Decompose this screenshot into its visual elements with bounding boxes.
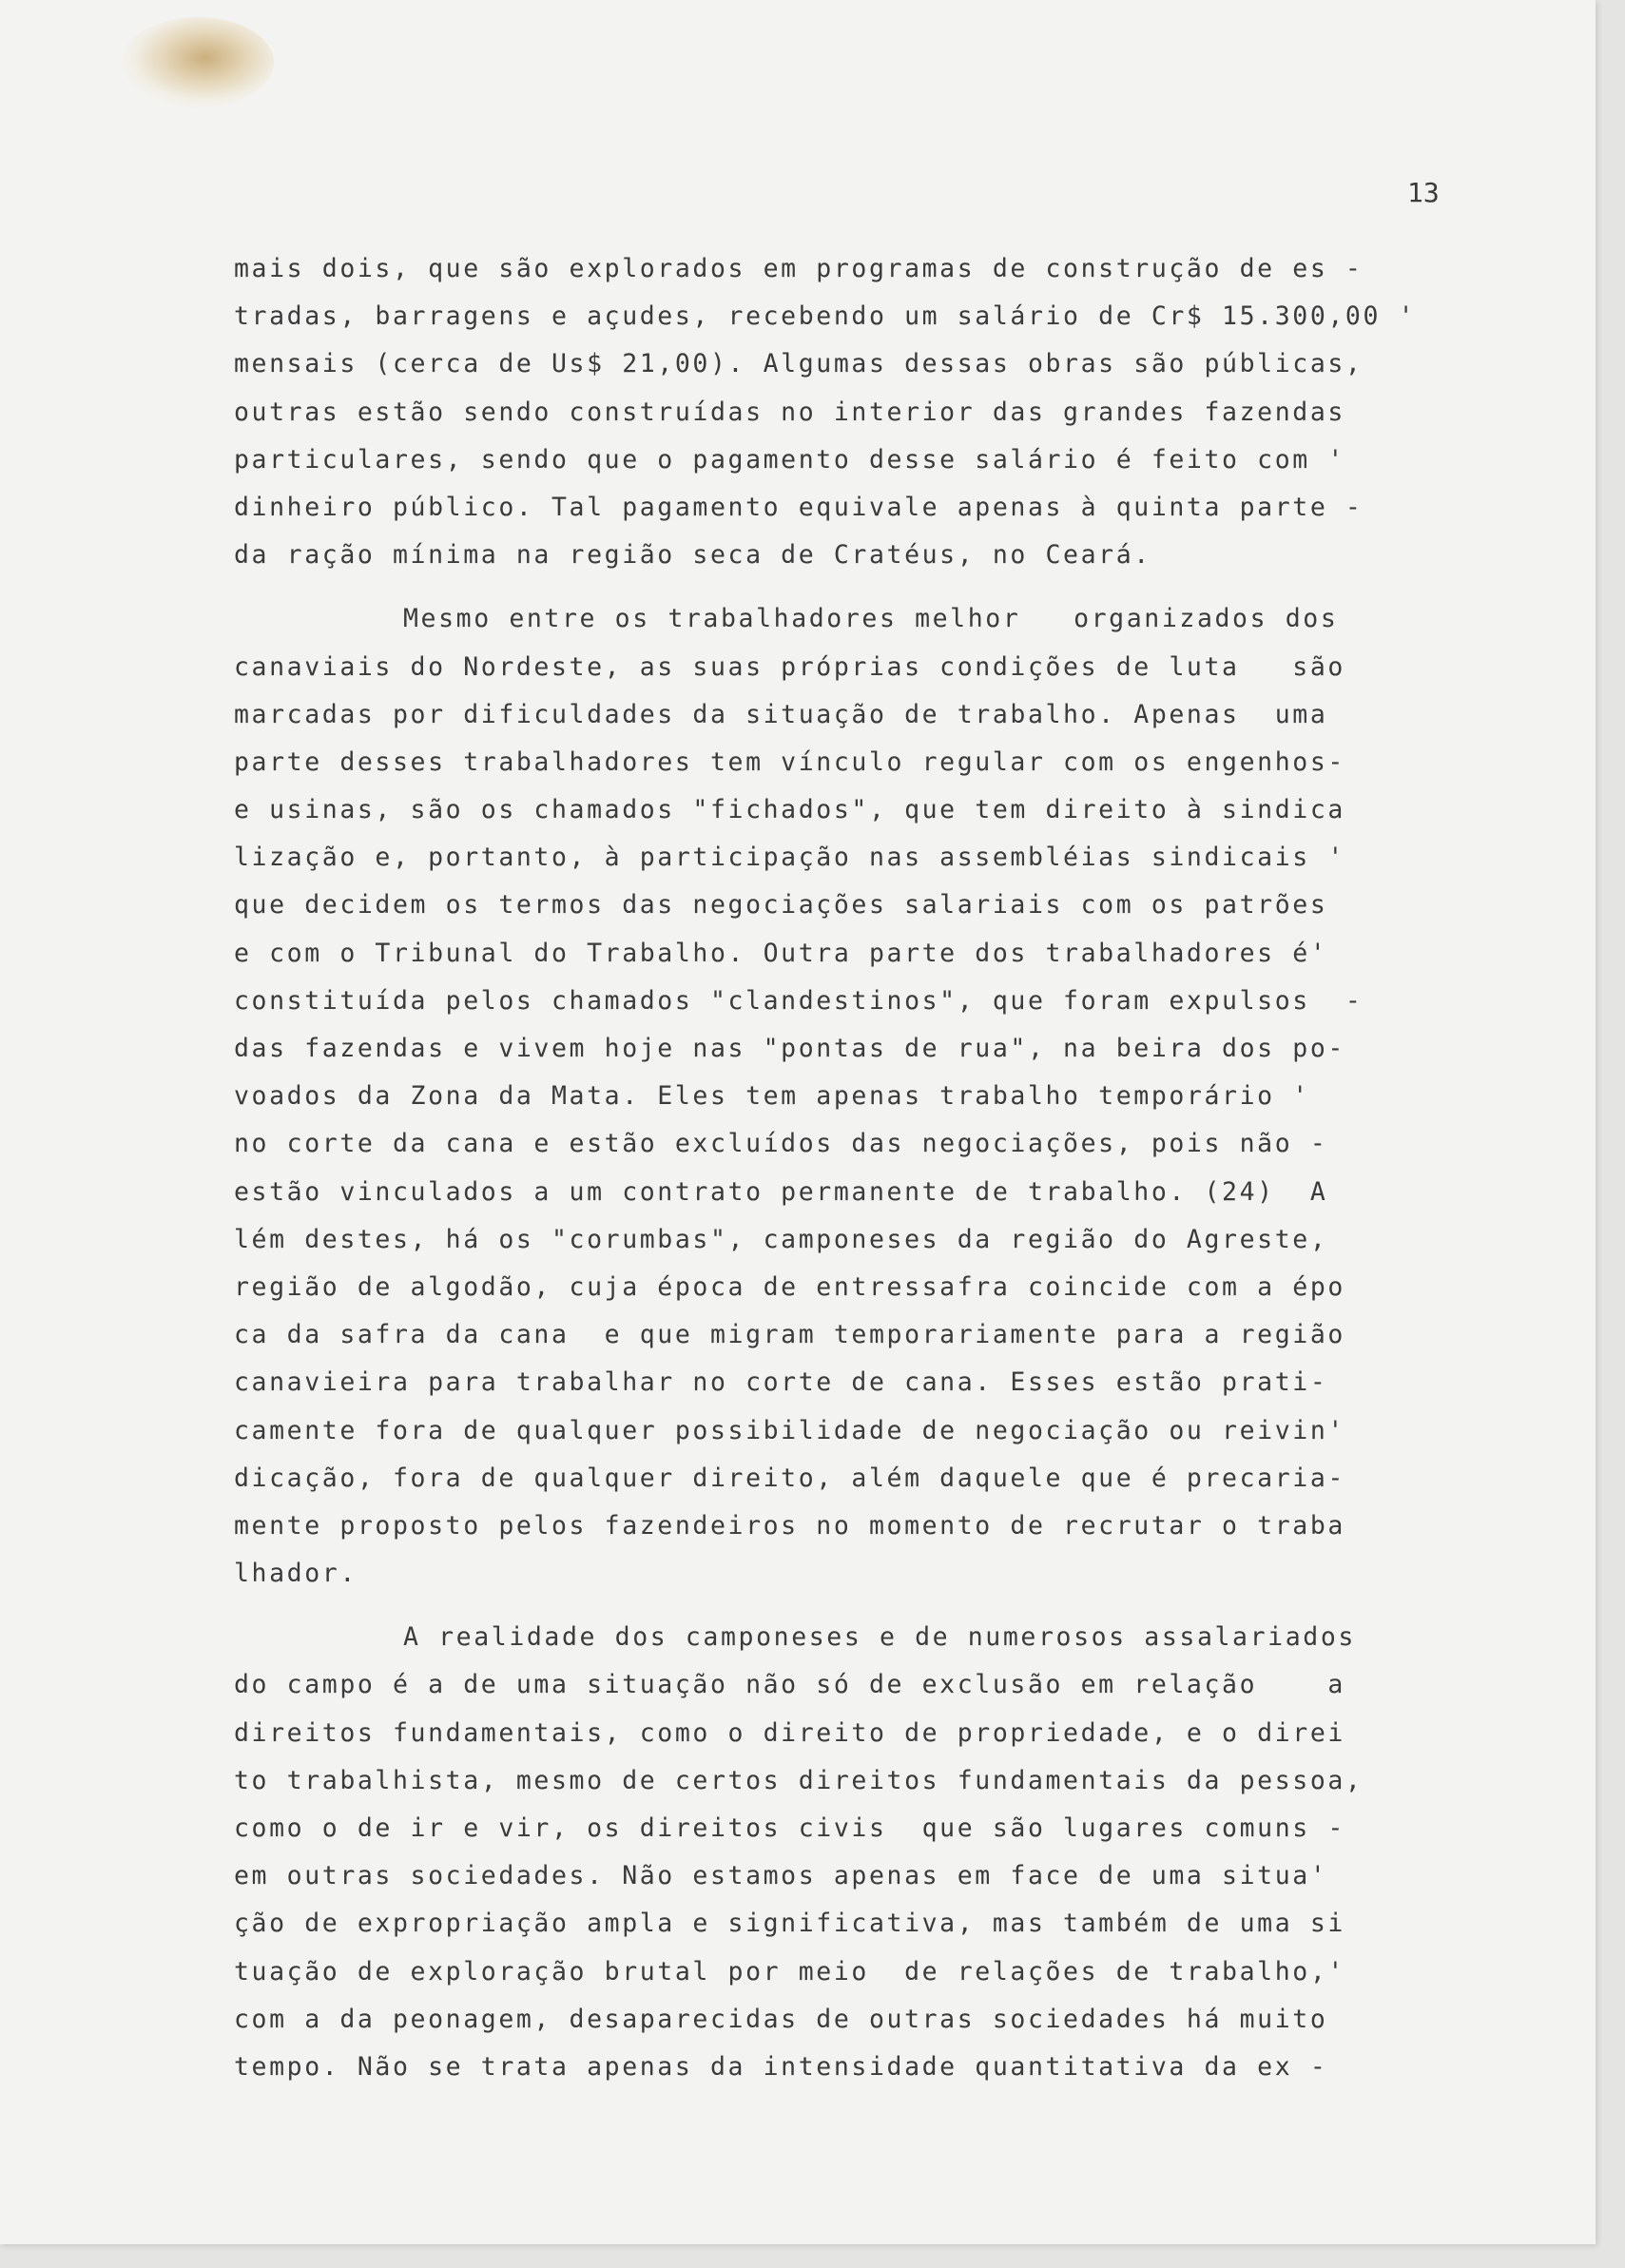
text-line: dinheiro público. Tal pagamento equivale apenas à quinta parte -	[234, 492, 1364, 522]
text-line: no corte da cana e estão excluídos das negociações, pois não -	[234, 1129, 1328, 1159]
text-line: do campo é a de uma situação não só de exclusão em relação a	[234, 1670, 1345, 1700]
text-line: constituída pelos chamados "clandestinos", que foram expulsos -	[234, 985, 1364, 1016]
text-line: estão vinculados a um contrato permanente de trabalho. (24) A	[234, 1176, 1328, 1207]
text-line: mensais (cerca de Us$ 21,00). Algumas dessas obras são públicas,	[234, 349, 1364, 379]
text-line: outras estão sendo construídas no interior das grandes fazendas	[234, 397, 1345, 427]
text-line: das fazendas e vivem hoje nas "pontas de rua", na beira dos po-	[234, 1034, 1345, 1063]
text-line: direitos fundamentais, como o direito de propriedade, e o direi	[234, 1717, 1345, 1748]
text-line: lização e, portanto, à participação nas assembléias sindicais '	[234, 843, 1345, 873]
text-line: Mesmo entre os trabalhadores melhor organizados dos	[403, 604, 1339, 634]
text-line: com a da peonagem, desaparecidas de outras sociedades há muito	[234, 2004, 1328, 2034]
text-line: particulares, sendo que o pagamento desse salário é feito com '	[234, 444, 1345, 475]
text-line: mais dois, que são explorados em programas de construção de es -	[234, 254, 1364, 283]
text-line: e usinas, são os chamados "fichados", que tem direito à sindica	[234, 795, 1345, 825]
text-line: região de algodão, cuja época de entressafra coincide com a épo	[234, 1271, 1345, 1302]
text-line: e com o Tribunal do Trabalho. Outra parte dos trabalhadores é'	[234, 938, 1328, 968]
text-line: parte desses trabalhadores tem vínculo regular com os engenhos-	[234, 746, 1345, 777]
text-line: ção de expropriação ampla e significativa, mas também de uma si	[234, 1909, 1345, 1939]
text-line: lém destes, há os "corumbas", camponeses da região do Agreste,	[234, 1224, 1328, 1254]
body-text	[234, 245, 1443, 2091]
text-line: tradas, barragens e açudes, recebendo um salário de Cr$ 15.300,00 '	[234, 301, 1417, 332]
text-line: lhador.	[234, 1559, 358, 1589]
text-line: como o de ir e vir, os direitos civis que são lugares comuns -	[234, 1813, 1345, 1843]
text-line: ca da safra da cana e que migram temporariamente para a região	[234, 1320, 1345, 1350]
text-line: A realidade dos camponeses e de numerosos assalariados	[403, 1622, 1356, 1653]
text-line: to trabalhista, mesmo de certos direitos fundamentais da pessoa,	[234, 1765, 1364, 1795]
paragraph-3	[234, 1614, 1443, 2091]
text-line: tempo. Não se trata apenas da intensidade quantitativa da ex -	[234, 2051, 1328, 2082]
paragraph-1	[234, 245, 1443, 579]
text-line: canavieira para trabalhar no corte de cana. Esses estão prati-	[234, 1367, 1328, 1398]
text-line: dicação, fora de qualquer direito, além daquele que é precaria-	[234, 1463, 1345, 1493]
text-line: que decidem os termos das negociações salariais com os patrões	[234, 890, 1328, 921]
text-line: voados da Zona da Mata. Eles tem apenas trabalho temporário '	[234, 1081, 1310, 1112]
text-line: da ração mínima na região seca de Cratéus, no Ceará.	[234, 540, 1151, 571]
page-number: 13	[1407, 177, 1440, 208]
text-line: em outras sociedades. Não estamos apenas em face de uma situa'	[234, 1861, 1328, 1891]
paper-stain	[122, 17, 274, 107]
paragraph-2	[234, 595, 1443, 1598]
text-line: camente fora de qualquer possibilidade de negociação ou reivin'	[234, 1415, 1345, 1445]
text-line: tuação de exploração brutal por meio de relações de trabalho,'	[234, 1956, 1345, 1987]
text-line: marcadas por dificuldades da situação de trabalho. Apenas uma	[234, 699, 1328, 729]
text-line: mente proposto pelos fazendeiros no momento de recrutar o traba	[234, 1510, 1345, 1541]
text-line: canaviais do Nordeste, as suas próprias condições de luta são	[234, 651, 1345, 682]
